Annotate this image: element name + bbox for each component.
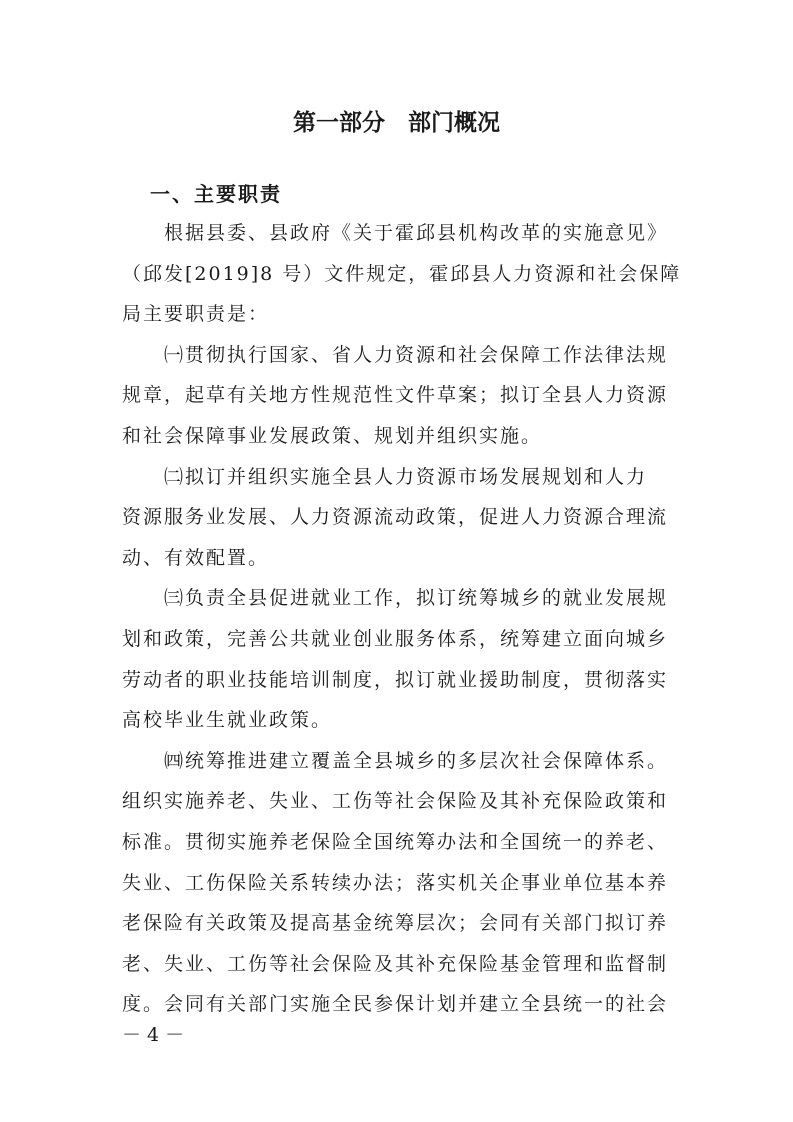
text-line: （邱发[2019]8 号）文件规定，霍邱县人力资源和社会保障 [122,262,682,285]
paragraph [122,578,674,740]
text-line: 劳动者的职业技能培训制度，拟订就业援助制度，贯彻落实 [122,668,669,691]
page-title: 第一部分 部门概况 [293,110,500,136]
text-line: 组织实施养老、失业、工伤等社会保险及其补充保险政策和 [122,790,669,813]
paragraph [122,457,674,579]
text-line: 标准。贯彻实施养老保险全国统筹办法和全国统一的养老、 [122,830,669,853]
paragraph [122,741,674,1025]
text-line: 老保险有关政策及提高基金统筹层次；会同有关部门拟订养 [122,912,669,935]
document-body [122,213,682,1025]
text-line: 动、有效配置。 [122,546,270,569]
text-line: 失业、工伤保险关系转续办法；落实机关企事业单位基本养 [122,871,669,894]
paragraph [122,335,674,457]
text-line: 度。会同有关部门实施全民参保计划并建立全县统一的社会 [122,993,669,1016]
section-heading: 一、主要职责 [150,182,282,206]
page-number: － 4 － [122,1024,185,1046]
text-line: 规章，起草有关地方性规范性文件草案；拟订全县人力资源 [122,384,669,407]
text-line: 局主要职责是： [122,303,270,326]
text-line: ㈢负责全县促进就业工作，拟订统筹城乡的就业发展规 [164,587,669,610]
text-line: ㈣统筹推进建立覆盖全县城乡的多层次社会保障体系。 [164,749,669,772]
text-line: 老、失业、工伤等社会保险及其补充保险基金管理和监督制 [122,952,669,975]
text-line: ㈡拟订并组织实施全县人力资源市场发展规划和人力 [164,465,648,488]
text-line: ㈠贯彻执行国家、省人力资源和社会保障工作法律法规 [164,343,669,366]
text-line: 高校毕业生就业政策。 [122,709,333,732]
paragraph [122,213,682,335]
text-line: 和社会保障事业发展政策、规划并组织实施。 [122,424,543,447]
text-line: 资源服务业发展、人力资源流动政策，促进人力资源合理流 [122,506,669,529]
text-line: 根据县委、县政府《关于霍邱县机构改革的实施意见》 [164,222,669,244]
text-line: 划和政策，完善公共就业创业服务体系，统筹建立面向城乡 [122,627,669,650]
